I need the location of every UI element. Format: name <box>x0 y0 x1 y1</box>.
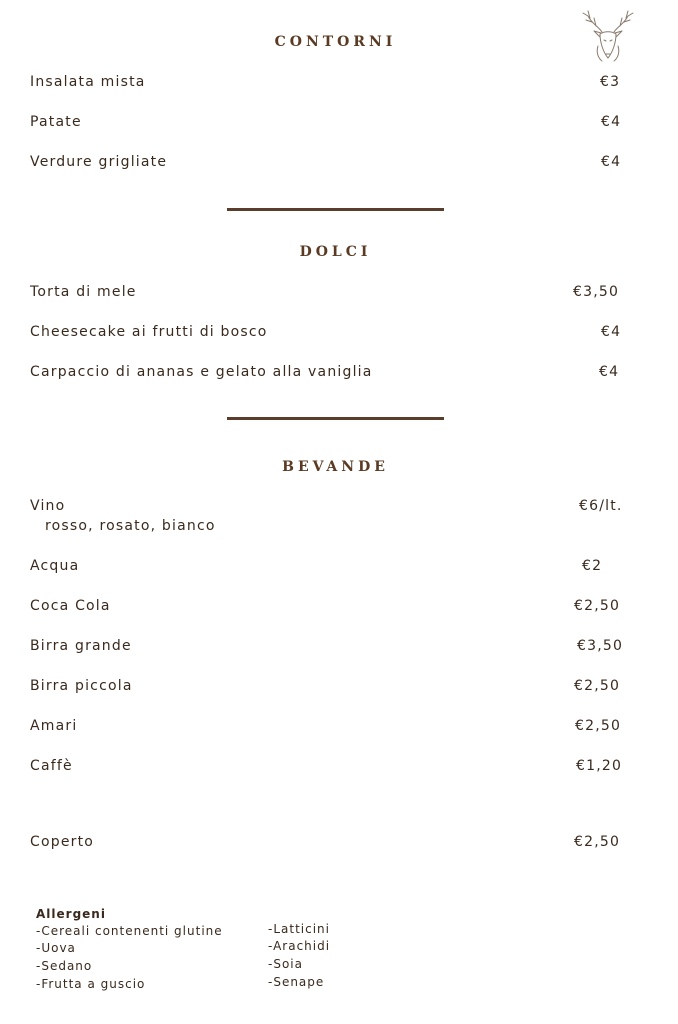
allergen-item: -Frutta a guscio <box>36 977 146 991</box>
menu-item-name: Insalata mista <box>30 74 146 90</box>
menu-item-name: Vino <box>30 498 66 514</box>
menu-item-price: €2,50 <box>575 718 622 734</box>
menu-item-price: €4 <box>601 324 622 340</box>
menu-item-price: €4 <box>601 154 622 170</box>
menu-item-name: Birra grande <box>30 638 132 654</box>
menu-item-name: Birra piccola <box>30 678 133 694</box>
menu-item-name: Coca Cola <box>30 598 111 614</box>
allergen-item: -Latticini <box>268 922 330 936</box>
menu-item-price: €3,50 <box>577 638 624 654</box>
section-divider <box>227 417 444 420</box>
allergen-item: -Sedano <box>36 959 93 973</box>
menu-item-name: Torta di mele <box>30 284 137 300</box>
menu-item-name: Cheesecake ai frutti di bosco <box>30 324 268 340</box>
menu-item-price: €2,50 <box>574 598 621 614</box>
menu-item-price: €2,50 <box>574 678 621 694</box>
coperto-name: Coperto <box>30 834 95 850</box>
section-title-dolci: DOLCI <box>299 244 372 260</box>
menu-item-detail: rosso, rosato, bianco <box>45 518 216 534</box>
menu-item-price: €6/lt. <box>579 498 623 514</box>
section-title-contorni: CONTORNI <box>274 34 397 50</box>
section-divider <box>227 208 444 211</box>
menu-item-price: €3,50 <box>573 284 620 300</box>
menu-item-price: €4 <box>599 364 620 380</box>
menu-item-name: Carpaccio di ananas e gelato alla vaniglia <box>30 364 373 380</box>
allergen-item: -Soia <box>268 957 303 971</box>
menu-item-price: €1,20 <box>576 758 623 774</box>
allergens-title: Allergeni <box>36 907 106 921</box>
menu-item-name: Amari <box>30 718 78 734</box>
allergen-item: -Cereali contenenti glutine <box>36 924 223 938</box>
allergen-item: -Arachidi <box>268 939 331 953</box>
menu-item-name: Verdure grigliate <box>30 154 168 170</box>
menu-item-price: €2 <box>582 558 603 574</box>
allergen-item: -Senape <box>268 975 325 989</box>
menu-item-price: €4 <box>601 114 622 130</box>
coperto-price: €2,50 <box>574 834 621 850</box>
allergen-item: -Uova <box>36 941 76 955</box>
menu-item-name: Patate <box>30 114 82 130</box>
section-title-bevande: BEVANDE <box>282 459 389 475</box>
menu-item-name: Caffè <box>30 758 73 774</box>
menu-item-price: €3 <box>600 74 621 90</box>
menu-item-name: Acqua <box>30 558 80 574</box>
